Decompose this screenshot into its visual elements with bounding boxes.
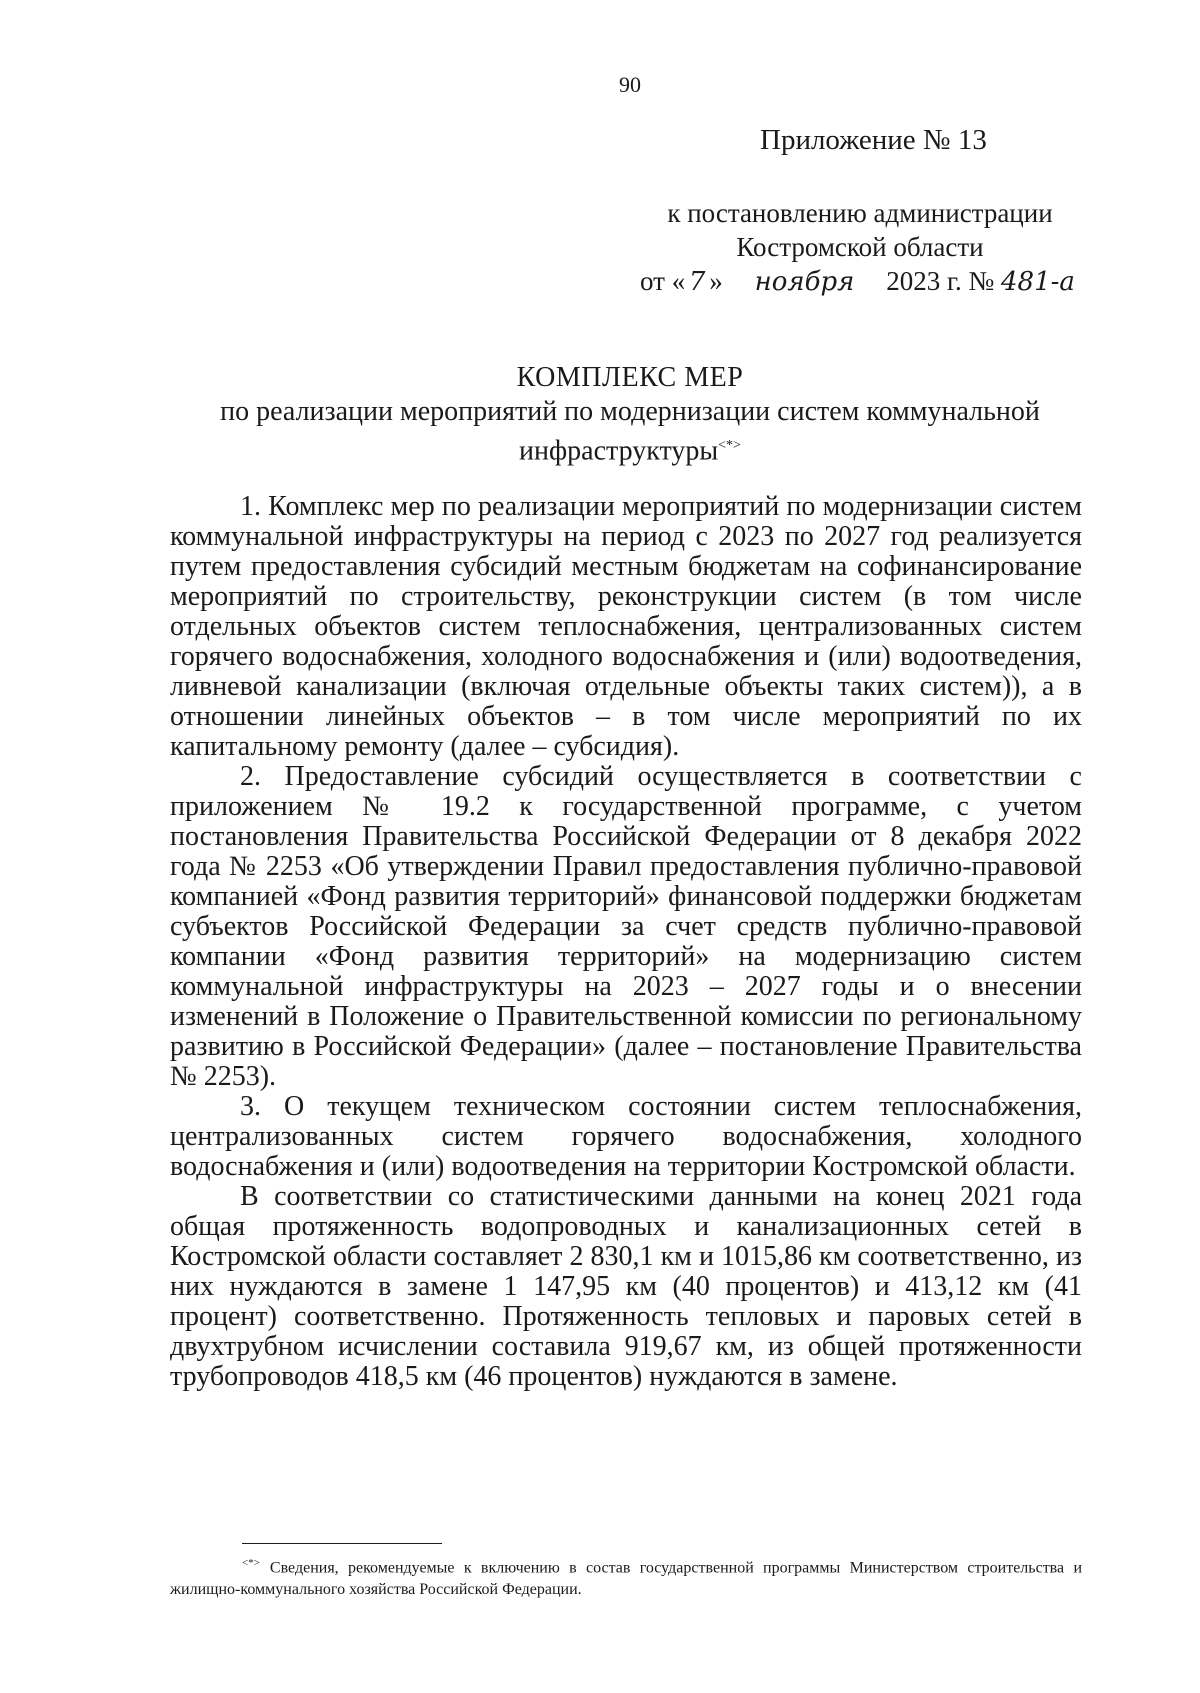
- footnote-divider: [242, 1543, 442, 1544]
- footnote-text: Сведения, рекомендуемые к включению в состав государственной программы Министерством строительства и жилищно-коммунального хозяйства Российской Федерации.: [170, 1559, 1082, 1599]
- reference-date-line: [640, 264, 1080, 299]
- document-title: КОМПЛЕКС МЕР: [516, 362, 744, 393]
- footnote-reference-mark: <*>: [718, 438, 741, 453]
- reference-line-1: к постановлению администрации: [667, 198, 1053, 228]
- reference-date-mid: »: [709, 266, 723, 296]
- resolution-reference: [640, 196, 1080, 299]
- handwritten-day: 7: [688, 267, 706, 297]
- reference-year: 2023 г. №: [886, 266, 995, 296]
- paragraph-4: В соответствии со статистическими данными на конец 2021 года общая протяженность водопроводных и канализационных сетей в Костромской области составляет 2 830,1 км и 1015,86 км соответственно, из них нуждаются в замене 1 147,95 км (40 процентов) и 413,12 км (41 процент) соответственно. Протяженность тепловых и паровых сетей в двухтрубном исчислении составила 919,67 км, из общей протяженности трубопроводов 418,5 км (46 процентов) нуждаются в замене.: [170, 1181, 1082, 1392]
- page-number: 90: [619, 72, 641, 97]
- footnote-mark: <*>: [242, 1557, 260, 1569]
- reference-line-2: Костромской области: [736, 232, 984, 262]
- document-body: [170, 492, 1082, 1392]
- document-subtitle-text: по реализации мероприятий по модернизации систем коммунальной инфраструктуры: [220, 396, 1040, 467]
- document-subtitle: [190, 395, 1070, 468]
- paragraph-2: 2. Предоставление субсидий осуществляется в соответствии с приложением № 19.2 к государственной программе, с учетом постановления Правительства Российской Федерации от 8 декабря 2022 года № 2253 «Об утверждении Правил предоставления публично-правовой компанией «Фонд развития территорий» финансовой поддержки бюджетам субъектов Российской Федерации за счет средств публично-правовой компании «Фонд развития территорий» на модернизацию систем коммунальной инфраструктуры на 2023 – 2027 годы и о внесении изменений в Положение о Правительственной комиссии по региональному развитию в Российской Федерации» (далее – постановление Правительства № 2253).: [170, 761, 1082, 1092]
- paragraph-3: 3. О текущем техническом состоянии систем теплоснабжения, централизованных систем горячего водоснабжения, холодного водоснабжения и (или) водоотведения на территории Костромской области.: [170, 1091, 1082, 1182]
- handwritten-month: ноября: [754, 267, 855, 297]
- paragraph-1: 1. Комплекс мер по реализации мероприятий по модернизации систем коммунальной инфраструктуры на период с 2023 по 2027 год реализуется путем предоставления субсидий местным бюджетам на софинансирование мероприятий по строительству, реконструкции систем (в том числе отдельных объектов систем теплоснабжения, централизованных систем горячего водоснабжения, холодного водоснабжения и (или) водоотведения, ливневой канализации (включая отдельные объекты таких систем)), а в отношении линейных объектов – в том числе мероприятий по их капитальному ремонту (далее – субсидия).: [170, 491, 1082, 762]
- appendix-title: Приложение № 13: [760, 124, 987, 156]
- footnote: [170, 1552, 1082, 1601]
- handwritten-number: 481-а: [1001, 267, 1075, 297]
- reference-date-prefix: от «: [640, 266, 686, 296]
